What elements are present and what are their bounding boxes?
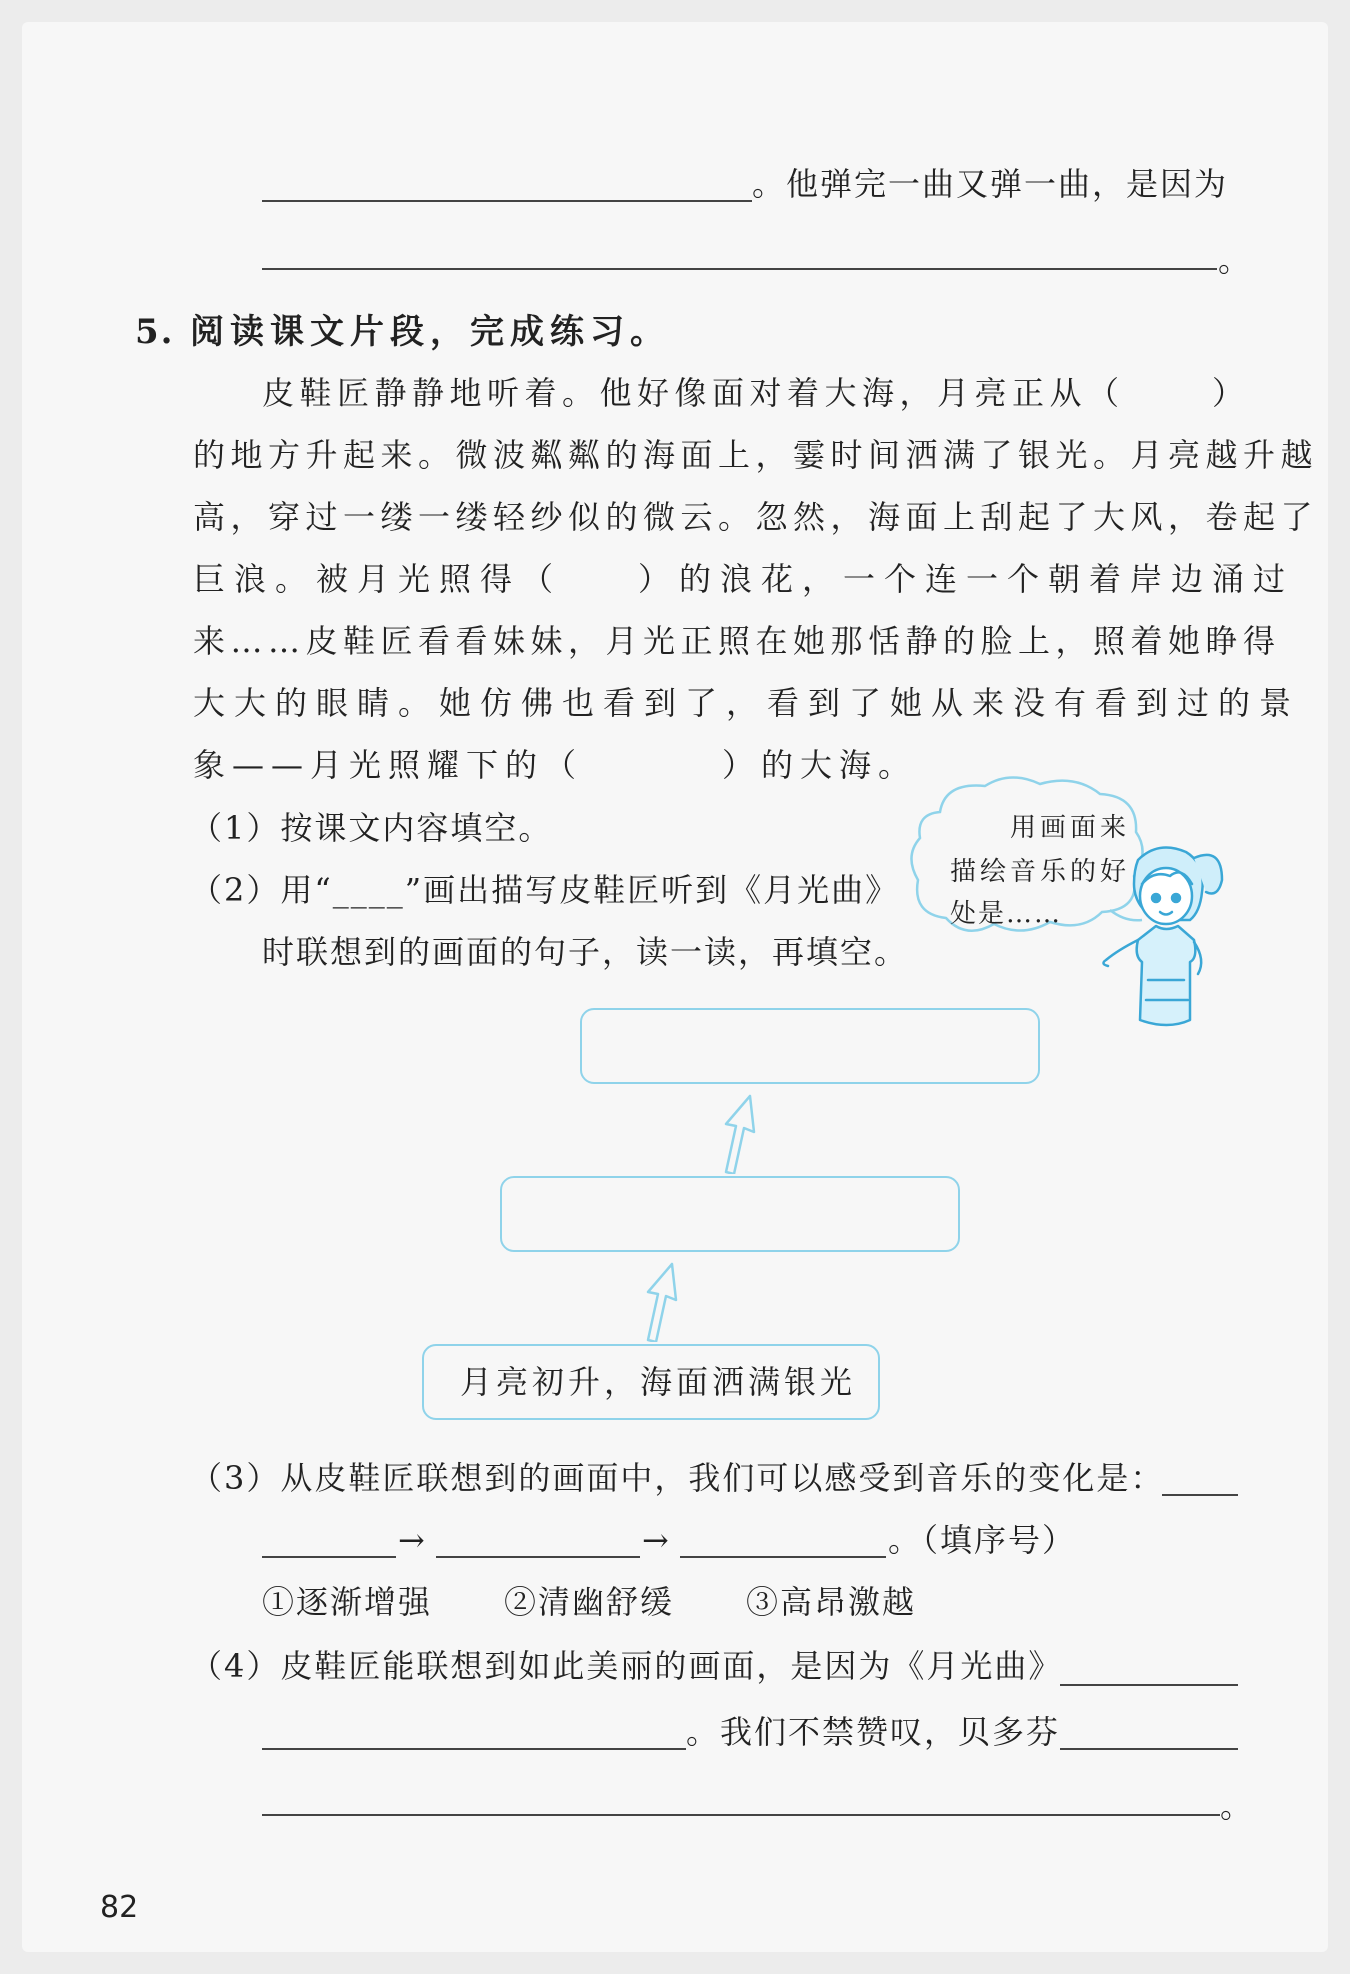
option-3: ③高昂激越 xyxy=(746,1583,917,1621)
top-line-2-end: 。 xyxy=(1218,241,1253,279)
sub-question-4-line-2: 。我们不禁赞叹，贝多芬 xyxy=(686,1713,1061,1751)
passage-line-4a: 巨浪。被月光照得（ xyxy=(193,560,563,598)
sub-question-4-end: 。 xyxy=(1220,1787,1255,1825)
middle-answer-box[interactable] xyxy=(500,1176,960,1252)
sub-question-1: （1）按课文内容填空。 xyxy=(190,809,553,847)
answer-blank[interactable] xyxy=(262,200,752,202)
answer-blank[interactable] xyxy=(1060,1748,1238,1750)
passage-line-3: 高，穿过一缕一缕轻纱似的微云。忽然，海面上刮起了大风，卷起了 xyxy=(193,498,1319,536)
sub-question-2-line-1: （2）用“____”画出描写皮鞋匠听到《月光曲》 xyxy=(190,871,900,909)
answer-blank[interactable] xyxy=(262,1814,1220,1816)
answer-blank[interactable] xyxy=(1162,1494,1238,1496)
bottom-box-text: 月亮初升，海面洒满银光 xyxy=(460,1363,857,1401)
passage-line-1a: 皮鞋匠静静地听着。他好像面对着大海，月亮正从（ xyxy=(262,374,1125,412)
passage-line-1b: ） xyxy=(1212,374,1247,412)
bubble-line-1: 用画面来 xyxy=(1010,813,1131,843)
up-arrow-lower xyxy=(636,1260,686,1342)
girl-illustration xyxy=(1098,840,1238,1040)
option-2: ②清幽舒缓 xyxy=(504,1583,675,1621)
passage-line-5: 来……皮鞋匠看看妹妹，月光正照在她那恬静的脸上，照着她睁得 xyxy=(193,622,1281,660)
question-number: 5. xyxy=(135,312,175,352)
passage-line-4b: ）的浪花，一个连一个朝着岸边涌过 xyxy=(638,560,1295,598)
answer-blank[interactable] xyxy=(680,1556,886,1558)
up-arrow-upper xyxy=(714,1092,764,1174)
question-title: 阅读课文片段，完成练习。 xyxy=(190,312,670,352)
arrow-1: → xyxy=(398,1521,427,1559)
answer-blank[interactable] xyxy=(262,268,1217,270)
passage-line-7a: 象——月光照耀下的（ xyxy=(193,746,584,784)
bubble-line-2: 描绘音乐的好 xyxy=(950,857,1131,887)
sub-question-4-line-1: （4）皮鞋匠能联想到如此美丽的画面，是因为《月光曲》 xyxy=(190,1647,1063,1685)
sub-question-3-tail: 。（填序号） xyxy=(888,1521,1077,1559)
top-line-1-text: 。他弹完一曲又弹一曲，是因为 xyxy=(752,165,1229,203)
sub-question-3-line-1: （3）从皮鞋匠联想到的画面中，我们可以感受到音乐的变化是： xyxy=(190,1459,1165,1497)
page-number: 82 xyxy=(100,1890,139,1925)
answer-blank[interactable] xyxy=(1060,1684,1238,1686)
passage-line-2: 的地方升起来。微波粼粼的海面上，霎时间洒满了银光。月亮越升越 xyxy=(193,436,1319,474)
answer-blank[interactable] xyxy=(262,1556,396,1558)
sub-question-2-line-2: 时联想到的画面的句子，读一读，再填空。 xyxy=(262,933,909,971)
answer-blank[interactable] xyxy=(436,1556,640,1558)
top-answer-box[interactable] xyxy=(580,1008,1040,1084)
arrow-2: → xyxy=(642,1521,671,1559)
bubble-line-3: 处是…… xyxy=(950,899,1063,929)
passage-line-6: 大大的眼睛。她仿佛也看到了，看到了她从来没有看到过的景 xyxy=(193,684,1301,722)
option-1: ①逐渐增强 xyxy=(262,1583,433,1621)
passage-line-7b: ）的大海。 xyxy=(722,746,918,784)
answer-blank[interactable] xyxy=(262,1748,686,1750)
